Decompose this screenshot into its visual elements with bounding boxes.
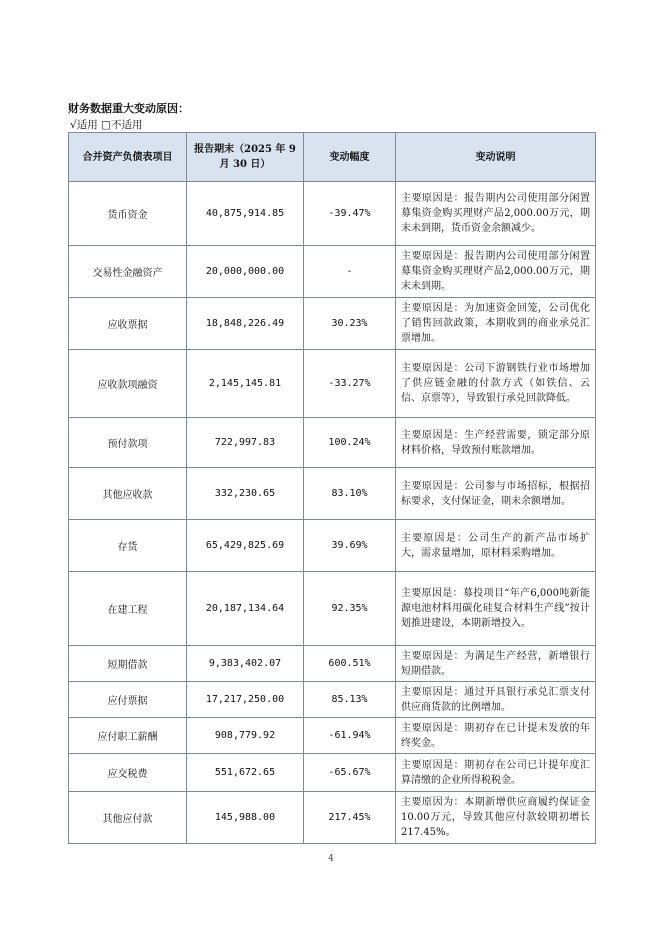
row-explanation: 主要原因是：公司生产的新产品市场扩大，需求量增加，原材料采购增加。 [396,520,596,572]
row-amount: 722,997.83 [187,418,304,468]
row-change: -61.94% [304,718,396,754]
row-item: 短期借款 [69,646,187,682]
page-number: 4 [328,854,334,864]
row-explanation: 主要原因是：公司下游钢铁行业市场增加了供应链金融的付款方式（如铁信、云信、京票等），导致银行承兑回款降低。 [396,350,596,418]
row-amount: 332,230.65 [187,468,304,520]
row-amount: 17,217,250.00 [187,682,304,718]
row-change: -33.27% [304,350,396,418]
row-change: 100.24% [304,418,396,468]
row-explanation: 主要原因是：为满足生产经营，新增银行短期借款。 [396,646,596,682]
row-change: 83.10% [304,468,396,520]
row-change: 217.45% [304,792,396,844]
table-row [69,646,596,682]
row-change: -65.67% [304,754,396,792]
row-change: 39.69% [304,520,396,572]
row-change: 30.23% [304,298,396,350]
row-explanation: 主要原因是：公司参与市场招标，根据招标要求，支付保证金，期末余额增加。 [396,468,596,520]
row-explanation: 主要原因是：为加速资金回笼，公司优化了销售回款政策，本期收到的商业承兑汇票增加。 [396,298,596,350]
row-item: 应付票据 [69,682,187,718]
table-row [69,350,596,418]
table-row [69,418,596,468]
row-amount: 2,145,145.81 [187,350,304,418]
table-row [69,572,596,646]
row-item: 在建工程 [69,572,187,646]
table-row [69,792,596,844]
row-explanation: 主要原因是：期初存在已计提未发放的年终奖金。 [396,718,596,754]
table-row [69,520,596,572]
row-item: 应收款项融资 [69,350,187,418]
row-explanation: 主要原因是：报告期内公司使用部分闲置募集资金购买理财产品2,000.00万元，期末未到期，货币资金余额减少。 [396,182,596,246]
row-item: 货币资金 [69,182,187,246]
table-row [69,682,596,718]
row-amount: 40,875,914.85 [187,182,304,246]
table-row [69,298,596,350]
row-item: 其他应付款 [69,792,187,844]
applicability-options: √适用 □不适用 [70,119,143,131]
row-item: 交易性金融资产 [69,246,187,298]
row-amount: 145,988.00 [187,792,304,844]
row-amount: 18,848,226.49 [187,298,304,350]
row-change: 92.35% [304,572,396,646]
row-explanation: 主要原因是：报告期内公司使用部分闲置募集资金购买理财产品2,000.00万元，期末未到期。 [396,246,596,298]
row-amount: 908,779.92 [187,718,304,754]
balance-sheet-changes-table [68,132,596,844]
row-item: 应付职工薪酬 [69,718,187,754]
row-amount: 551,672.65 [187,754,304,792]
row-amount: 20,000,000.00 [187,246,304,298]
header-explanation: 变动说明 [396,133,596,182]
row-item: 预付款项 [69,418,187,468]
section-heading: 财务数据重大变动原因： [68,102,189,115]
header-change: 变动幅度 [304,133,396,182]
row-change: - [304,246,396,298]
table-row [69,468,596,520]
table-row [69,246,596,298]
table-body [69,182,596,844]
row-change: 85.13% [304,682,396,718]
row-amount: 20,187,134.64 [187,572,304,646]
row-change: 600.51% [304,646,396,682]
row-amount: 65,429,825.69 [187,520,304,572]
table-row [69,718,596,754]
row-explanation: 主要原因是：期初存在公司已计提年度汇算清缴的企业所得税税金。 [396,754,596,792]
row-item: 应交税费 [69,754,187,792]
row-explanation: 主要原因为：本期新增供应商履约保证金10.00万元，导致其他应付款较期初增长217.45%。 [396,792,596,844]
row-explanation: 主要原因是：通过开具银行承兑汇票支付供应商货款的比例增加。 [396,682,596,718]
row-item: 应收票据 [69,298,187,350]
row-item: 其他应收款 [69,468,187,520]
row-amount: 9,383,402.07 [187,646,304,682]
row-explanation: 主要原因是：募投项目“年产6,000吨新能源电池材料用碳化硅复合材料生产线”按计划推进建设，本期新增投入。 [396,572,596,646]
table-row [69,754,596,792]
header-item: 合并资产负债表项目 [69,133,187,182]
header-period-end: 报告期末（2025 年 9 月 30 日） [187,133,304,182]
table-header-row [69,133,596,182]
row-change: -39.47% [304,182,396,246]
row-explanation: 主要原因是：生产经营需要，锁定部分原材料价格，导致预付账款增加。 [396,418,596,468]
table-row [69,182,596,246]
row-item: 存货 [69,520,187,572]
